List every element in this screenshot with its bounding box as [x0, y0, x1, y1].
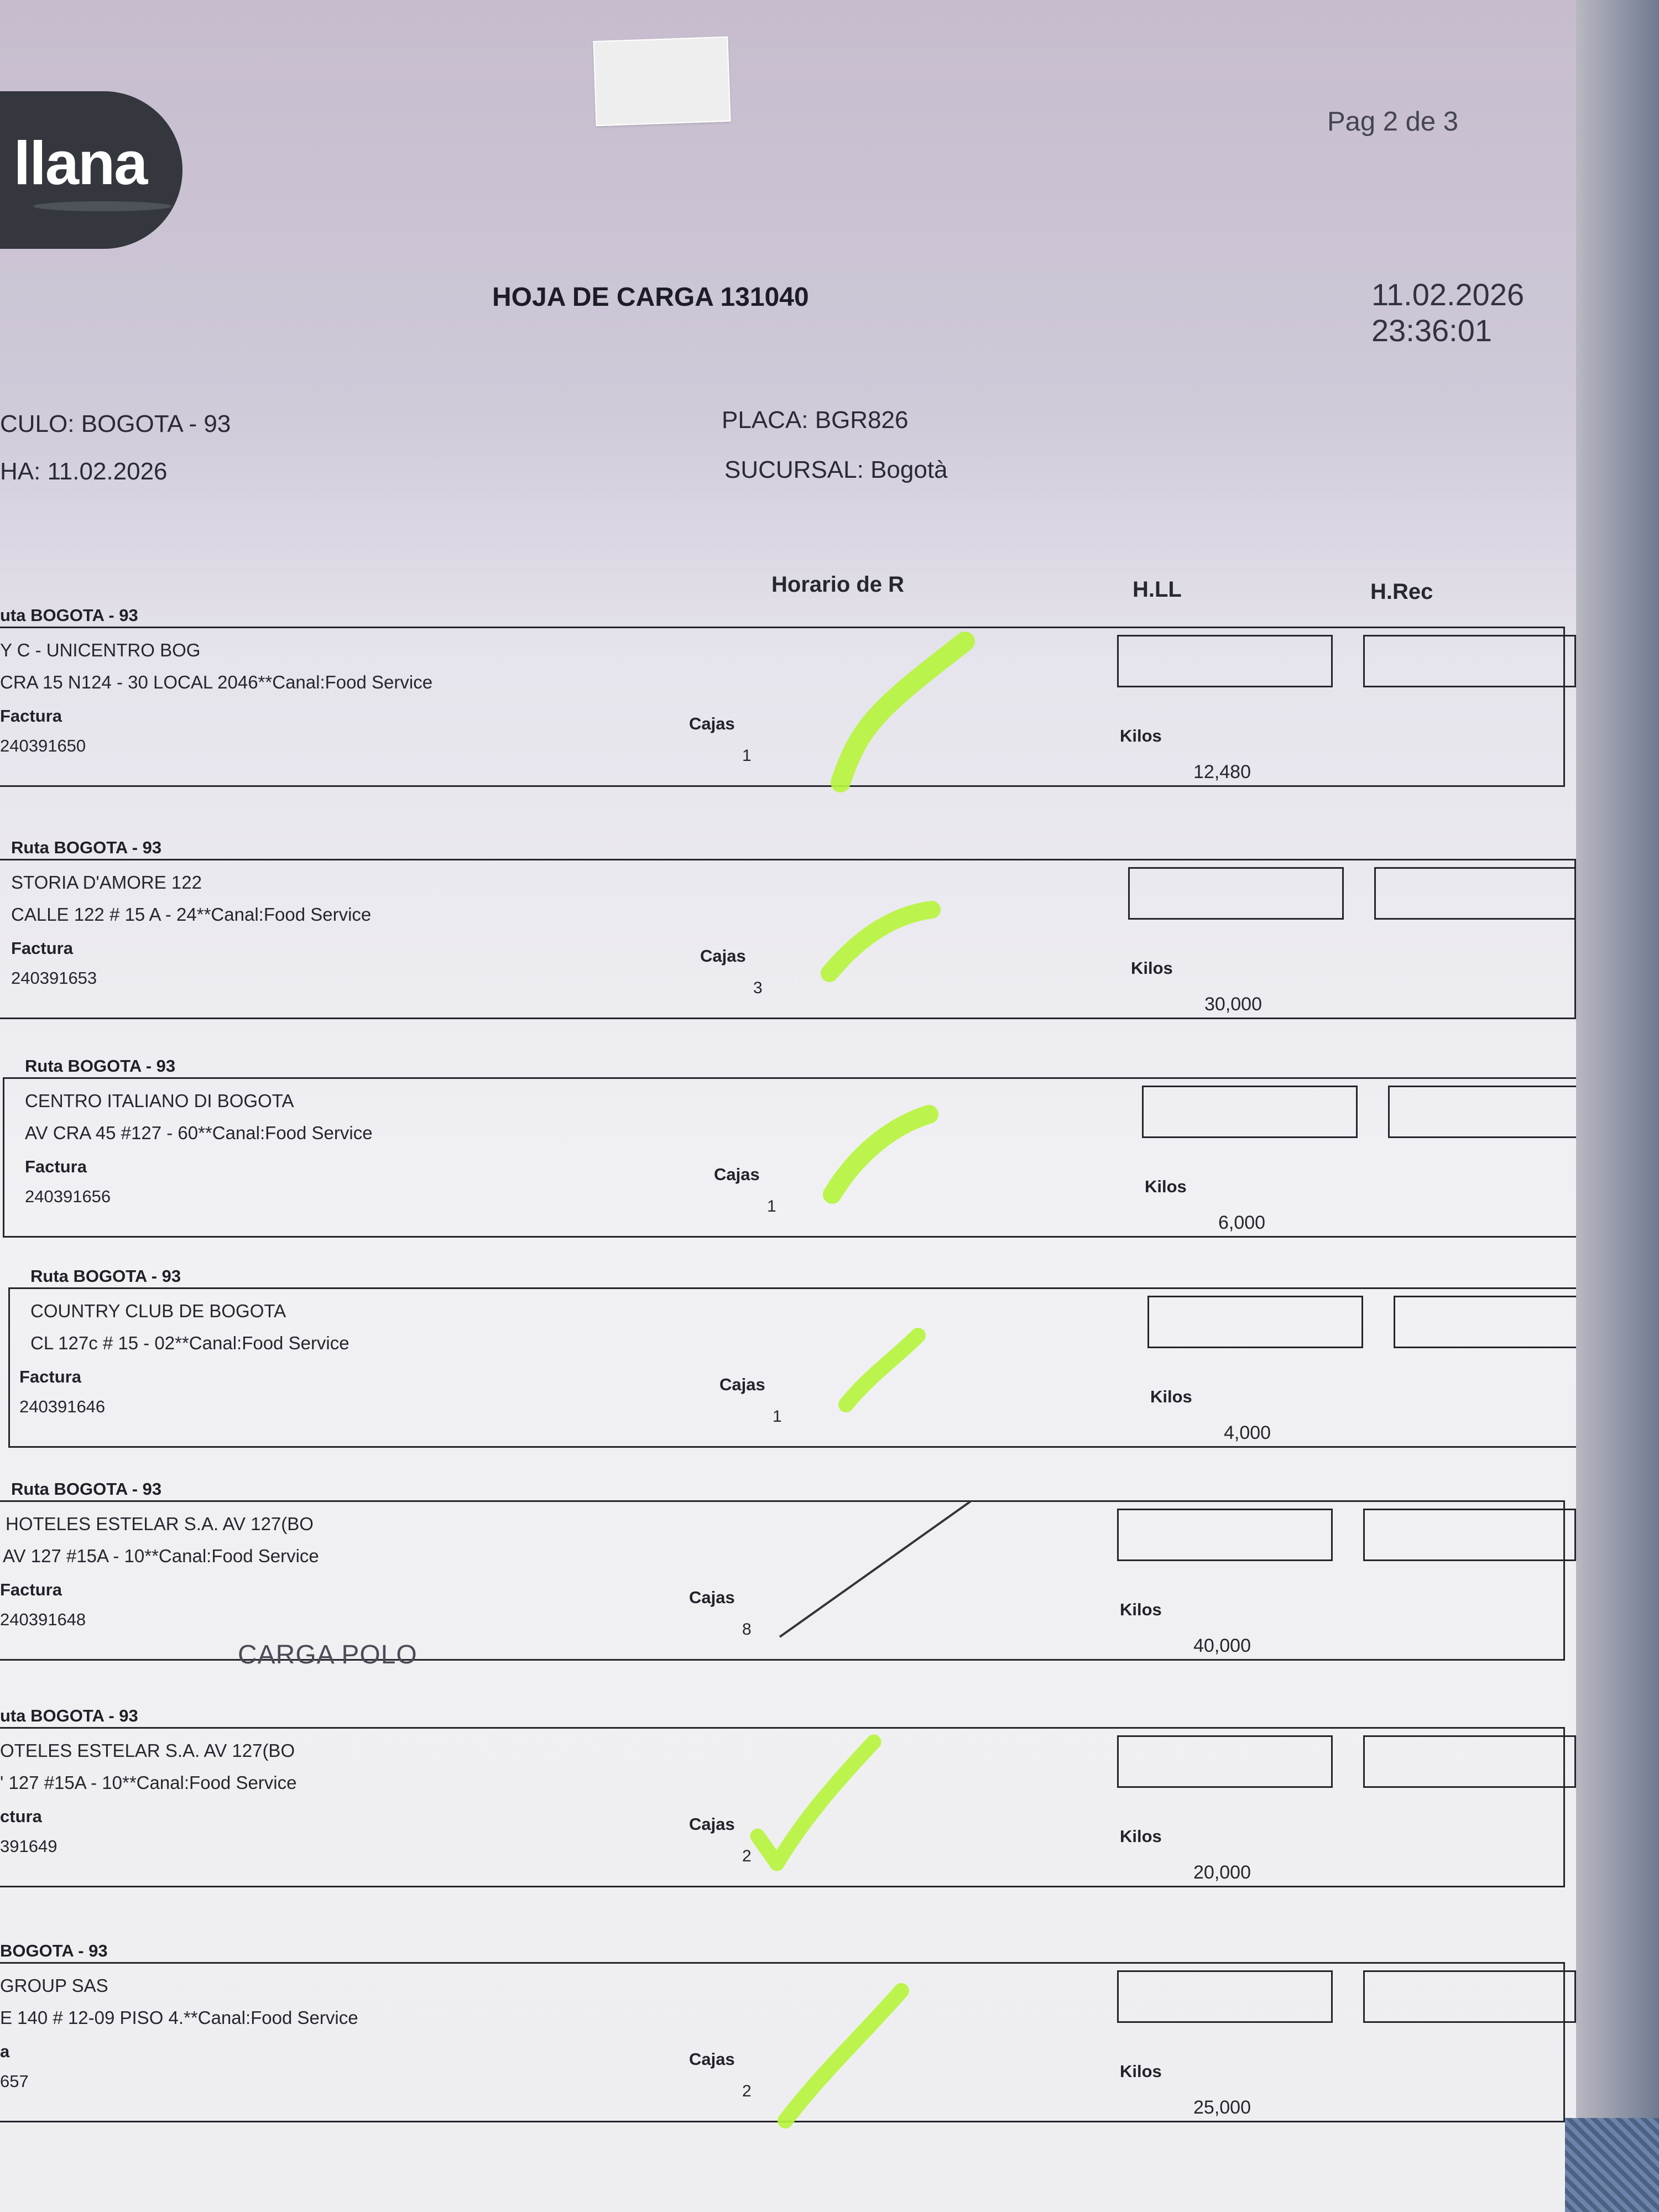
invoice-number: 240391653 — [11, 968, 97, 988]
invoice-label: Factura — [11, 938, 73, 958]
route-label: uta BOGOTA - 93 — [0, 606, 138, 625]
branch-field: SUCURSAL: Bogotà — [724, 456, 948, 483]
customer-address: E 140 # 12-09 PISO 4.**Canal:Food Service — [0, 2007, 358, 2028]
customer-address: ' 127 #15A - 10**Canal:Food Service — [0, 1772, 297, 1793]
paper-tape — [593, 36, 731, 126]
customer-name: CENTRO ITALIANO DI BOGOTA — [25, 1091, 294, 1111]
route-label: Ruta BOGOTA - 93 — [11, 1479, 162, 1499]
customer-name: Y C - UNICENTRO BOG — [0, 640, 201, 660]
route-label: Ruta BOGOTA - 93 — [30, 1266, 181, 1286]
receipt-time-box[interactable] — [1388, 1086, 1576, 1138]
route-label: Ruta BOGOTA - 93 — [25, 1056, 176, 1076]
kilos-label: Kilos — [1120, 1827, 1162, 1846]
boxes-value: 2 — [742, 1847, 752, 1865]
customer-name: COUNTRY CLUB DE BOGOTA — [30, 1301, 286, 1321]
customer-name: GROUP SAS — [0, 1975, 108, 1996]
fabric-background — [1565, 2118, 1659, 2212]
boxes-label: Cajas — [689, 1588, 735, 1607]
kilos-label: Kilos — [1120, 2062, 1162, 2081]
arrival-time-box[interactable] — [1128, 867, 1344, 920]
receipt-time-box[interactable] — [1363, 1735, 1576, 1788]
kilos-value: 6,000 — [1218, 1212, 1266, 1233]
invoice-number: 240391646 — [19, 1397, 106, 1416]
customer-address: CL 127c # 15 - 02**Canal:Food Service — [30, 1333, 349, 1353]
arrival-time-box[interactable] — [1142, 1086, 1358, 1138]
boxes-value: 3 — [753, 979, 763, 997]
invoice-label: Factura — [0, 706, 62, 726]
delivery-entry-1 — [0, 606, 1576, 782]
kilos-label: Kilos — [1150, 1387, 1192, 1406]
customer-address: AV CRA 45 #127 - 60**Canal:Food Service — [25, 1123, 373, 1143]
receipt-time-box[interactable] — [1363, 1509, 1576, 1561]
delivery-entry-6 — [0, 1706, 1576, 1883]
arrival-time-box[interactable] — [1117, 635, 1333, 687]
hll-column-heading: H.LL — [1133, 577, 1182, 602]
invoice-number: 391649 — [0, 1837, 58, 1856]
customer-address: CALLE 122 # 15 A - 24**Canal:Food Service — [11, 904, 372, 925]
document-title: HOJA DE CARGA 131040 — [492, 283, 809, 312]
kilos-value: 30,000 — [1204, 994, 1262, 1015]
arrival-time-box[interactable] — [1117, 1735, 1333, 1788]
company-logo — [0, 91, 182, 249]
kilos-label: Kilos — [1120, 726, 1162, 745]
checkmark-icon — [818, 877, 1001, 1042]
delivery-entry-3 — [25, 1056, 1576, 1233]
customer-address: CRA 15 N124 - 30 LOCAL 2046**Canal:Food Service — [0, 672, 433, 692]
checkmark-icon — [838, 1305, 1020, 1471]
boxes-label: Cajas — [714, 1165, 760, 1184]
horario-column-heading: Horario de R — [771, 572, 905, 597]
boxes-label: Cajas — [719, 1375, 765, 1394]
invoice-number: 657 — [0, 2072, 29, 2091]
receipt-time-box[interactable] — [1374, 867, 1576, 920]
boxes-label: Cajas — [689, 2049, 735, 2069]
invoice-label: Factura — [0, 1580, 62, 1599]
invoice-number: 240391648 — [0, 1610, 86, 1629]
boxes-label: Cajas — [700, 946, 746, 966]
boxes-value: 1 — [742, 747, 752, 765]
customer-name: STORIA D'AMORE 122 — [11, 872, 202, 893]
delivery-entry-2 — [11, 838, 1576, 1015]
checkmark-icon — [807, 644, 990, 810]
vehicle-field: CULO: BOGOTA - 93 — [0, 410, 231, 437]
arrival-time-box[interactable] — [1117, 1970, 1333, 2023]
invoice-number: 240391656 — [25, 1187, 111, 1206]
customer-address: AV 127 #15A - 10**Canal:Food Service — [3, 1546, 319, 1566]
invoice-label: Factura — [19, 1367, 81, 1386]
checkmark-icon — [807, 1745, 990, 1911]
kilos-value: 4,000 — [1224, 1422, 1271, 1443]
receipt-time-box[interactable] — [1363, 1970, 1576, 2023]
invoice-label: a — [0, 2042, 10, 2061]
logo-text: llana — [13, 129, 147, 197]
boxes-label: Cajas — [689, 1814, 735, 1834]
boxes-value: 1 — [767, 1197, 776, 1215]
print-timestamp: 11.02.2026 23:36:01 — [1371, 277, 1525, 348]
customer-name: OTELES ESTELAR S.A. AV 127(BO — [0, 1740, 295, 1761]
hrec-column-heading: H.Rec — [1370, 580, 1433, 604]
route-label: uta BOGOTA - 93 — [0, 1706, 138, 1725]
checkmark-icon — [807, 1980, 990, 2146]
date-field: HA: 11.02.2026 — [0, 458, 168, 485]
boxes-label: Cajas — [689, 714, 735, 733]
invoice-label: Factura — [25, 1157, 87, 1176]
kilos-value: 12,480 — [1193, 761, 1251, 782]
page-number: Pag 2 de 3 — [1327, 107, 1459, 137]
checkmark-icon — [832, 1095, 1015, 1261]
photo-background-edge — [1576, 0, 1659, 2212]
pen-line-icon — [774, 1499, 984, 1642]
boxes-value: 2 — [742, 2082, 752, 2100]
receipt-time-box[interactable] — [1394, 1296, 1576, 1348]
invoice-number: 240391650 — [0, 736, 86, 755]
kilos-value: 40,000 — [1193, 1635, 1251, 1656]
arrival-time-box[interactable] — [1147, 1296, 1363, 1348]
delivery-entry-4 — [19, 1266, 1576, 1443]
delivery-entry-7 — [0, 1941, 1576, 2118]
route-label: Ruta BOGOTA - 93 — [11, 838, 162, 857]
kilos-label: Kilos — [1145, 1177, 1187, 1196]
boxes-value: 8 — [742, 1620, 752, 1639]
kilos-value: 25,000 — [1193, 2097, 1251, 2118]
kilos-label: Kilos — [1120, 1600, 1162, 1619]
customer-name: HOTELES ESTELAR S.A. AV 127(BO — [6, 1514, 314, 1534]
logo-swirl — [33, 201, 171, 211]
arrival-time-box[interactable] — [1117, 1509, 1333, 1561]
handwritten-note: CARGA POLO — [238, 1640, 418, 1670]
kilos-label: Kilos — [1131, 958, 1173, 978]
plate-field: PLACA: BGR826 — [722, 406, 909, 434]
route-label: BOGOTA - 93 — [0, 1941, 108, 1960]
receipt-time-box[interactable] — [1363, 635, 1576, 687]
boxes-value: 1 — [773, 1407, 782, 1426]
invoice-label: ctura — [0, 1807, 42, 1826]
kilos-value: 20,000 — [1193, 1862, 1251, 1883]
